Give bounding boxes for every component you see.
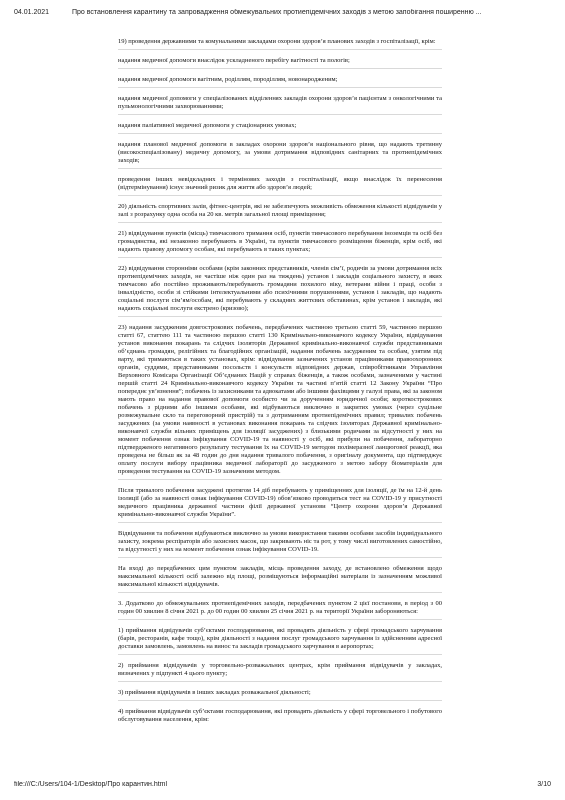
paragraph: 19) проведення державними та комунальними закладами охорони здоров’я планових заходів з госпіталізації, крім:: [118, 38, 442, 50]
paragraph: 3) приймання відвідувачів в інших закладах розважальної діяльності;: [118, 689, 442, 701]
page-header: [14, 9, 551, 16]
print-date: 04.01.2021: [14, 9, 50, 16]
page-footer: [14, 781, 551, 788]
paragraph: Відвідування та побачення відбуваються виключно за умови використання такими особами засобів індивідуального захисту, зокрема респіраторів або захисних масок, що закривають ніс та рот, у тому числі виготовлених самостійно, та відсутності у них на момент побачення ознак інфікування COVID-19.: [118, 530, 442, 558]
paragraph: надання планової медичної допомоги в закладах охорони здоров’я національного рівня, що надають третинну (високоспеціалізовану) медичну допомогу, за умови дотримання відповідних санітарних та протиепідемічних заходів;: [118, 141, 442, 169]
paragraph: 4) приймання відвідувачів суб’єктами господарювання, які провадять діяльність у сфері торговельного і побутового обслуговування населення, крім:: [118, 708, 442, 723]
paragraph: надання медичної допомоги внаслідок ускладненого перебігу вагітності та пологів;: [118, 57, 442, 69]
paragraph: надання медичної допомоги вагітним, роділлям, породіллям, новонародженим;: [118, 76, 442, 88]
paragraph: 3. Додатково до обмежувальних протиепідемічних заходів, передбачених пунктом 2 цієї постанови, в період з 00 годин 00 хвилин 8 січня 2021 р. до 00 годин 00 хвилин 25 січня 2021 р. на території України забороняються:: [118, 600, 442, 620]
paragraph: 2) приймання відвідувачів у торговельно-розважальних центрах, крім приймання відвідувачів у закладах, визначених у підпункті 4 цього пункту;: [118, 662, 442, 682]
paragraph: Після тривалого побачення засуджені протягом 14 діб перебувають у приміщеннях для ізоляції, де їм на 12-й день ізоляції (або за наявності ознак інфікування COVID-19) обов’язково проводиться тест на COVID-19 у присутності медичного працівника державної частини філії державної установи “Центр охорони здоров’я Державної кримінально-виконавчої служби України”.: [118, 487, 442, 523]
paragraph: надання паліативної медичної допомоги у стаціонарних умовах;: [118, 122, 442, 134]
document-body: [118, 38, 442, 734]
paragraph: проведення інших невідкладних і термінових заходів з госпіталізації, якщо внаслідок їх перенесення (відтермінування) існує значний ризик для життя або здоров’я людей;: [118, 176, 442, 196]
paragraph: 20) діяльність спортивних залів, фітнес-центрів, які не забезпечують можливість обмеження кількості відвідувачів у залі з розрахунку одна особа на 20 кв. метрів загальної площі приміщення;: [118, 203, 442, 223]
paragraph: надання медичної допомоги у спеціалізованих відділеннях закладів охорони здоров’я пацієнтам з онкологічними та пульмонологічними захворюваннями;: [118, 95, 442, 115]
paragraph: На вході до передбачених цим пунктом закладів, місць проведення заходу, де встановлено обмеження щодо максимальної кількості осіб залежно від площі, розміщуються інформаційні матеріали із зазначенням можливої максимальної кількості відвідувачів.: [118, 565, 442, 593]
document-title: Про встановлення карантину та запровадження обмежувальних протиепідемічних заходів з метою запобігання поширенню ...: [72, 9, 482, 16]
paragraph: 21) відвідування пунктів (місць) тимчасового тримання осіб, пунктів тимчасового перебування іноземців та осіб без громадянства, які незаконно перебувають в Україні, та пунктів тимчасового розміщення біженців, крім осіб, які надають правову допомогу особам, які перебувають в таких пунктах;: [118, 230, 442, 258]
paragraph: 1) приймання відвідувачів суб’єктами господарювання, які провадять діяльність у сфері громадського харчування (барів, ресторанів, кафе тощо), крім діяльності з надання послуг громадського харчування із здійсненням адресної доставки замовлень, замовлень на винос та закладів громадського харчування в аеропортах;: [118, 627, 442, 655]
paragraph: 22) відвідування сторонніми особами (крім законних представників, членів сім’ї, родичів за умови дотримання всіх протиепідемічних заходів, не частіше ніж один раз на тиждень) установ і закладів соціального захисту, в яких тимчасово або постійно проживають/перебувають громадяни похилого віку, ветерани війни і праці, особи з інвалідністю, особи зі стійкими інтелектуальними або психічними порушеннями, установ і закладів, що надають соціальні послуги сім’ям/особам, які перебувають у складних життєвих обставинах, крім установ і закладів, які надають соціальні послуги екстрено (кризово);: [118, 265, 442, 317]
file-path: file:///C:/Users/104-1/Desktop/Про карантин.html: [14, 781, 168, 788]
page-number: 3/10: [537, 781, 551, 788]
paragraph: 23) надання засудженим довгострокових побачень, передбачених частиною третьою статті 59, частиною першою статті 67, статтею 111 та частиною першою статті 130 Кримінально-виконавчого кодексу України, відвідування установ виконання покарань та слідчих ізоляторів Державної кримінально-виконавчої служби представниками об’єднань громадян, релігійних та благодійних організацій, надання побачень засудженим та особам, узятим під варту, які тримаються в таких установах, крім: відвідування зазначених установ працівниками правоохоронних органів, суддями, представниками посольств і консульств відповідних держав, співробітниками Управління Верховного Комісара Організації Об’єднаних Націй у справах біженців, а також особами, зазначеними у частині першій статті 24 Кримінально-виконавчого кодексу України та частині п’ятій статті 12 Закону України “Про попереднє ув’язнення”; побачень із захисниками та адвокатами або іншими фахівцями у галузі права, які за законом мають право на надання правової допомоги особисто чи за дорученням юридичної особи; короткострокових побачень з рідними або іншими особами, які відбуваються виключно в закритих умовах (через суцільне розмежувальне скло та переговорний пристрій) та з дотриманням протиепідемічних правил; тривалих побачень засуджених (за умови наявності в установах виконання покарань та слідчих ізоляторах Державної кримінально-виконавчої служби вільних приміщень для ізоляції засуджених) з близькими родичами за відсутності у них на момент побачення ознак інфікування COVID-19 та наявності у осіб, які прибули на побачення, лабораторно підтвердженого негативного результату тестування їх на COVID-19 методом полімеразної ланцюгової реакції, яка проведена не більш як за 48 годин до дня надання тривалого побачення, з оригіналу документа, що підтверджує оплату послуги вибору працівника медичної лабораторії до засудженого з метою забору біоматеріалів для проведення тестування на COVID-19 зазначеним методом.: [118, 324, 442, 480]
